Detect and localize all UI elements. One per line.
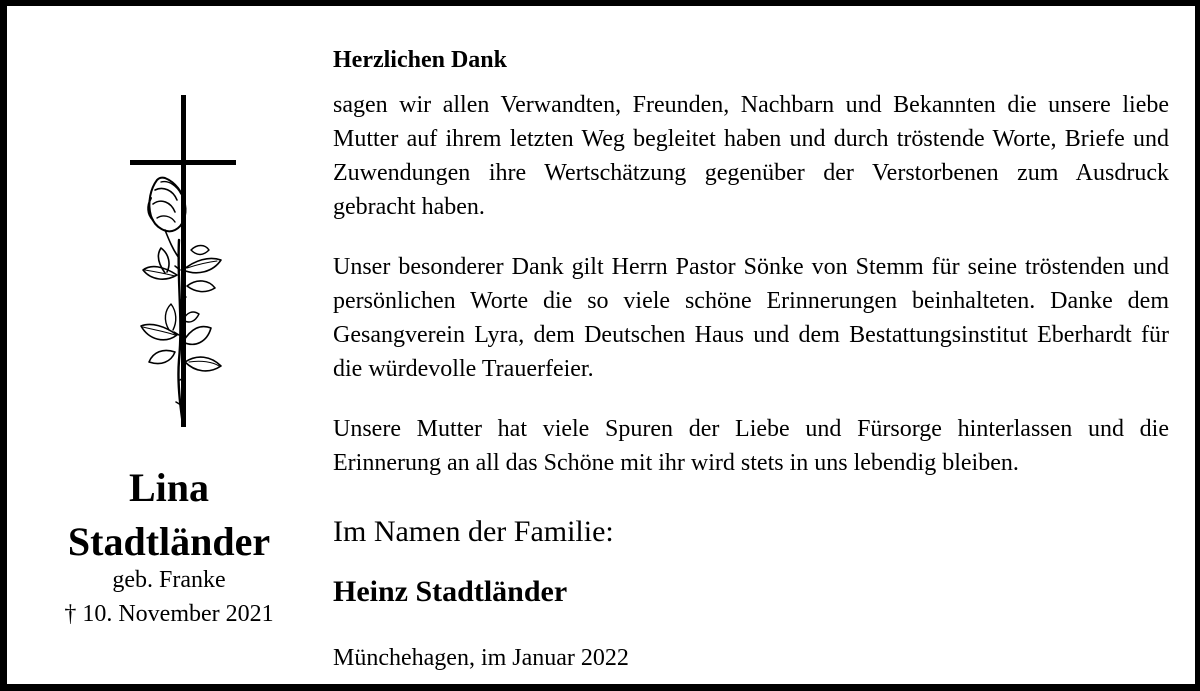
place-date: Münchehagen, im Januar 2022 xyxy=(333,645,629,671)
cross-with-rose-icon xyxy=(117,90,257,430)
deceased-panel xyxy=(12,0,326,691)
deceased-last-name: Stadtländer xyxy=(67,519,271,564)
notice-heading: Herzlichen Dank xyxy=(333,47,507,73)
thank-you-text xyxy=(333,0,1169,691)
closing-line: Im Namen der Familie: xyxy=(333,515,614,548)
paragraph-special-thanks: Unser besonderer Dank gilt Herrn Pastor Sönke von Stemm für seine tröstenden und persönlichen Worte die so viele schöne Erinnerungen beinhalteten. Danke dem Gesangverein Lyra, dem Deutschen Haus und dem Bestattungsinstitut Eberhardt für die würdevolle Trauerfeier. xyxy=(333,254,1169,382)
maiden-name: geb. Franke xyxy=(112,567,226,593)
paragraph-memory: Unsere Mutter hat viele Spuren der Liebe und Fürsorge hinterlassen und die Erinnerung an all das Schöne mit ihr wird stets in uns lebendig bleiben. xyxy=(333,416,1169,476)
paragraph-thanks: sagen wir allen Verwandten, Freunden, Nachbarn und Bekannten die unsere liebe Mutter auf ihrem letzten Weg begleitet haben und durch tröstende Worte, Briefe und Zuwendungen ihre Wertschätzung gegenüber der Verstorbenen zum Ausdruck gebracht haben. xyxy=(333,92,1169,220)
death-date: † 10. November 2021 xyxy=(64,601,274,627)
signer-name: Heinz Stadtländer xyxy=(333,575,568,608)
deceased-first-name: Lina xyxy=(128,465,210,510)
